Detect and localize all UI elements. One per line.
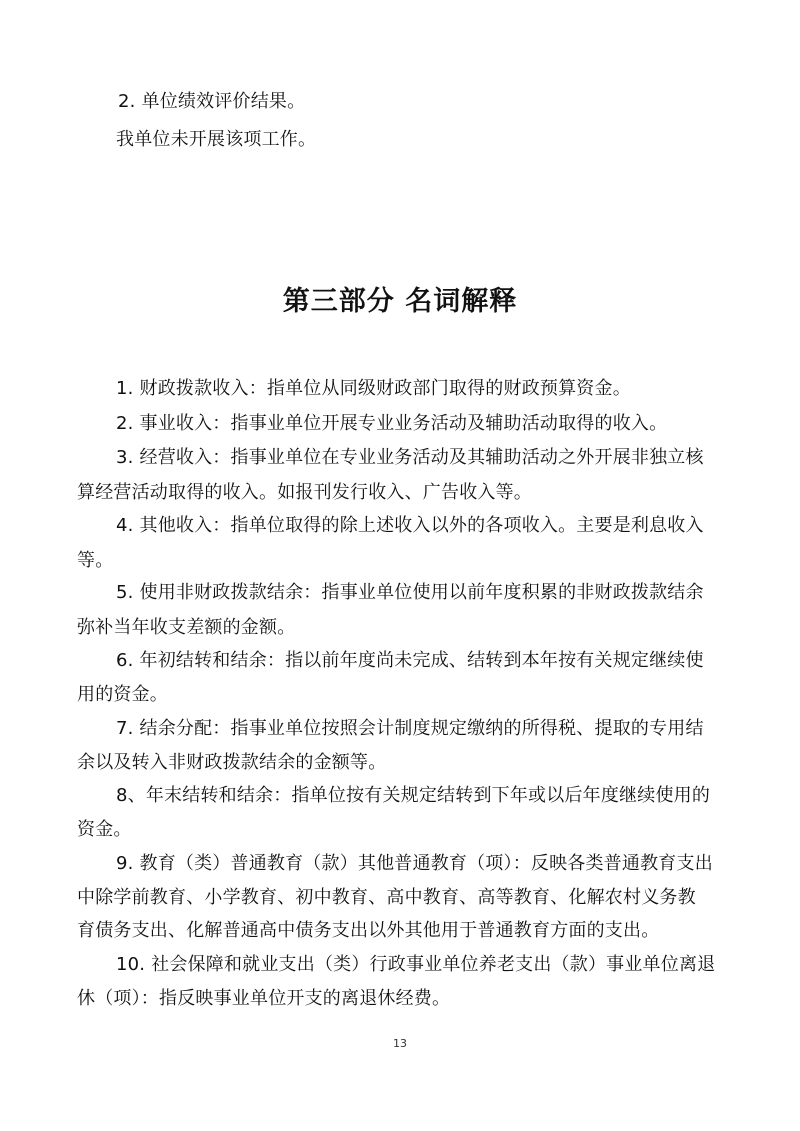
page-number: 13 <box>393 1037 407 1050</box>
definition-line: 10. 社会保障和就业支出（类）行政事业单位养老支出（款）事业单位离退 <box>116 954 716 975</box>
definition-line: 2. 事业收入：指事业单位开展专业业务活动及辅助活动取得的收入。 <box>116 413 668 434</box>
definition-line: 8、年末结转和结余：指单位按有关规定结转到下年或以后年度继续使用的 <box>116 785 711 806</box>
definition-line: 中除学前教育、小学教育、初中教育、高中教育、高等教育、化解农村义务教 <box>77 887 696 908</box>
part-title: 第三部分 名词解释 <box>282 286 518 317</box>
definition-line: 5. 使用非财政拨款结余：指事业单位使用以前年度积累的非财政拨款结余 <box>116 582 704 603</box>
definition-line: 余以及转入非财政拨款结余的金额等。 <box>77 752 387 773</box>
definition-line: 3. 经营收入：指事业单位在专业业务活动及其辅助活动之外开展非独立核 <box>116 447 704 468</box>
definition-line: 4. 其他收入：指单位取得的除上述收入以外的各项收入。主要是利息收入 <box>116 515 704 536</box>
definition-line: 休（项）：指反映事业单位开支的离退休经费。 <box>77 988 451 1009</box>
definition-line: 7. 结余分配：指事业单位按照会计制度规定缴纳的所得税、提取的专用结 <box>116 718 704 739</box>
item-title: 2. 单位绩效评价结果。 <box>118 91 306 112</box>
definition-line: 9. 教育（类）普通教育（款）其他普通教育（项）：反映各类普通教育支出 <box>116 853 713 874</box>
definition-line: 1. 财政拨款收入：指单位从同级财政部门取得的财政预算资金。 <box>116 378 631 399</box>
definition-line: 等。 <box>77 550 114 571</box>
definition-line: 弥补当年收支差额的金额。 <box>77 617 296 638</box>
definition-line: 育债务支出、化解普通高中债务支出以外其他用于普通教育方面的支出。 <box>77 920 660 941</box>
definition-line: 算经营活动取得的收入。如报刊发行收入、广告收入等。 <box>77 482 532 503</box>
definition-line: 资金。 <box>77 819 132 840</box>
definition-line: 6. 年初结转和结余：指以前年度尚未完成、结转到本年按有关规定继续使 <box>116 650 704 671</box>
definition-line: 用的资金。 <box>77 684 168 705</box>
item-body: 我单位未开展该项工作。 <box>116 129 317 150</box>
